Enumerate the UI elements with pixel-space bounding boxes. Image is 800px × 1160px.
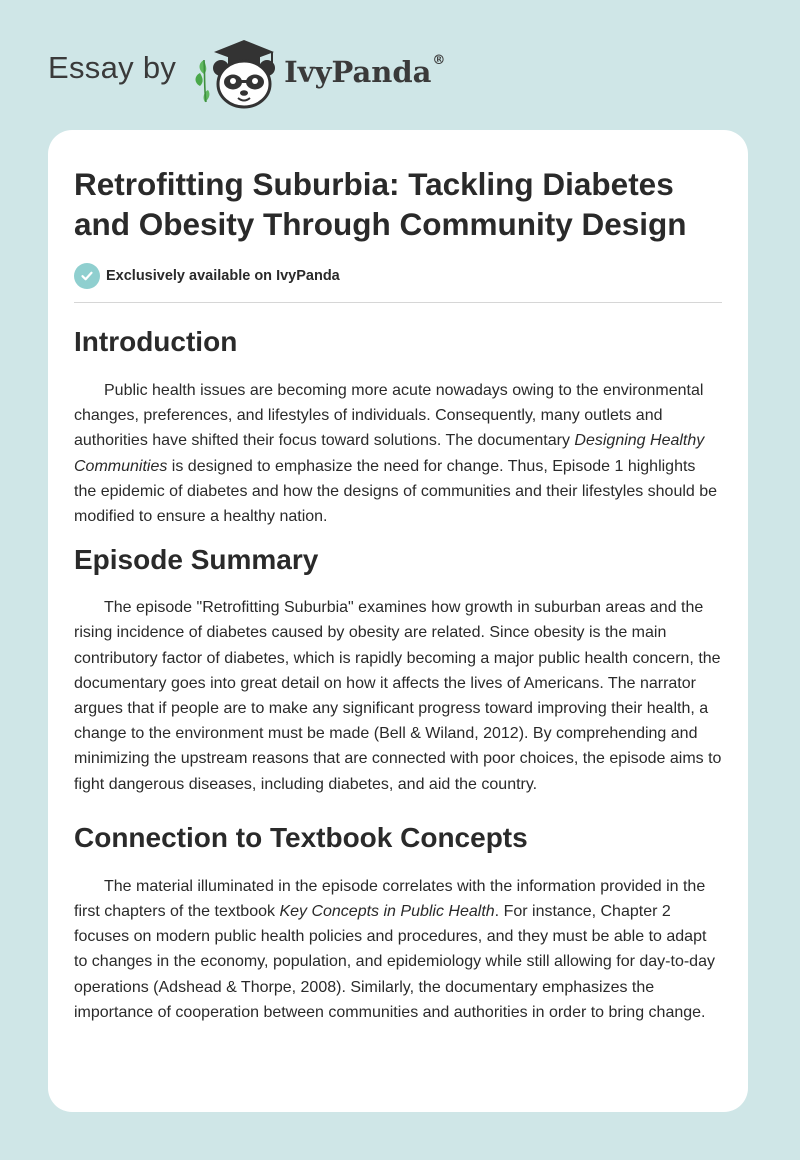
check-icon [74,263,100,289]
exclusive-label: Exclusively available on IvyPanda [106,268,340,284]
section-introduction [74,325,722,529]
panda-graduate-icon [190,30,282,110]
documentary-title: Designing Healthy Communities [74,432,705,475]
title-divider [74,302,722,303]
section-episode-summary [74,543,722,797]
textbook-title: Key Concepts in Public Health [279,903,495,921]
section-paragraph: The episode "Retrofitting Suburbia" examines how growth in suburban areas and the rising incidence of diabetes caused by obesity are related. Since obesity is the main contributory factor of diabetes, which is rapidly becoming a major public health concern, the documentary goes into great detail on how it affects the lives of Americans. The narrator argues that if people are to make any significant progress toward improving their health, a change to the environment must be made (Bell & Wiland, 2012). By comprehending and minimizing the upstream reasons that are connected with poor choices, the episode aims to fight dangerous diseases, including diabetes, and aid the country. [74,599,722,793]
paragraph-text: Public health issues are becoming more acute nowadays owing to the environmental changes, preferences, and lifestyles of individuals. Consequently, many outlets and authorities have shifted their focus toward solutions. The documentary [74,382,704,450]
paragraph-text: is designed to emphasize the need for change. Thus, Episode 1 highlights the epidemic of diabetes and how the designs of communities and their lifestyles should be modified to ensure a healthy nation. [74,457,718,526]
paragraph-text: The material illuminated in the episode correlates with the information provided in the first chapters of the textbook [74,877,706,921]
essay-title: Retrofitting Suburbia: Tackling Diabetes and Obesity Through Community Design [74,166,687,242]
section-paragraph [74,378,722,529]
brand-name-text: IvyPanda [284,55,432,89]
check-glyph [80,269,94,283]
section-heading: Introduction [74,326,238,357]
section-paragraph [74,874,722,1025]
section-heading: Connection to Textbook Concepts [74,821,528,853]
section-textbook-concepts [74,821,722,1025]
paragraph-text: . For instance, Chapter 2 focuses on modern public health policies and procedures, and they must be able to adapt to changes in the economy, population, and epidemiology while still allowing for day-to-day operations (Adshead & Thorpe, 2008). Similarly, the documentary emphasizes the importance of cooperation between communities and authorities in order to bring change. [74,903,715,1021]
essay-by-label: Essay by [48,50,177,85]
site-header [48,30,445,110]
section-heading: Episode Summary [74,544,319,576]
essay-card [48,130,748,1112]
exclusive-badge-row [74,262,722,290]
brand-name [284,55,445,89]
registered-mark: ® [432,53,446,68]
